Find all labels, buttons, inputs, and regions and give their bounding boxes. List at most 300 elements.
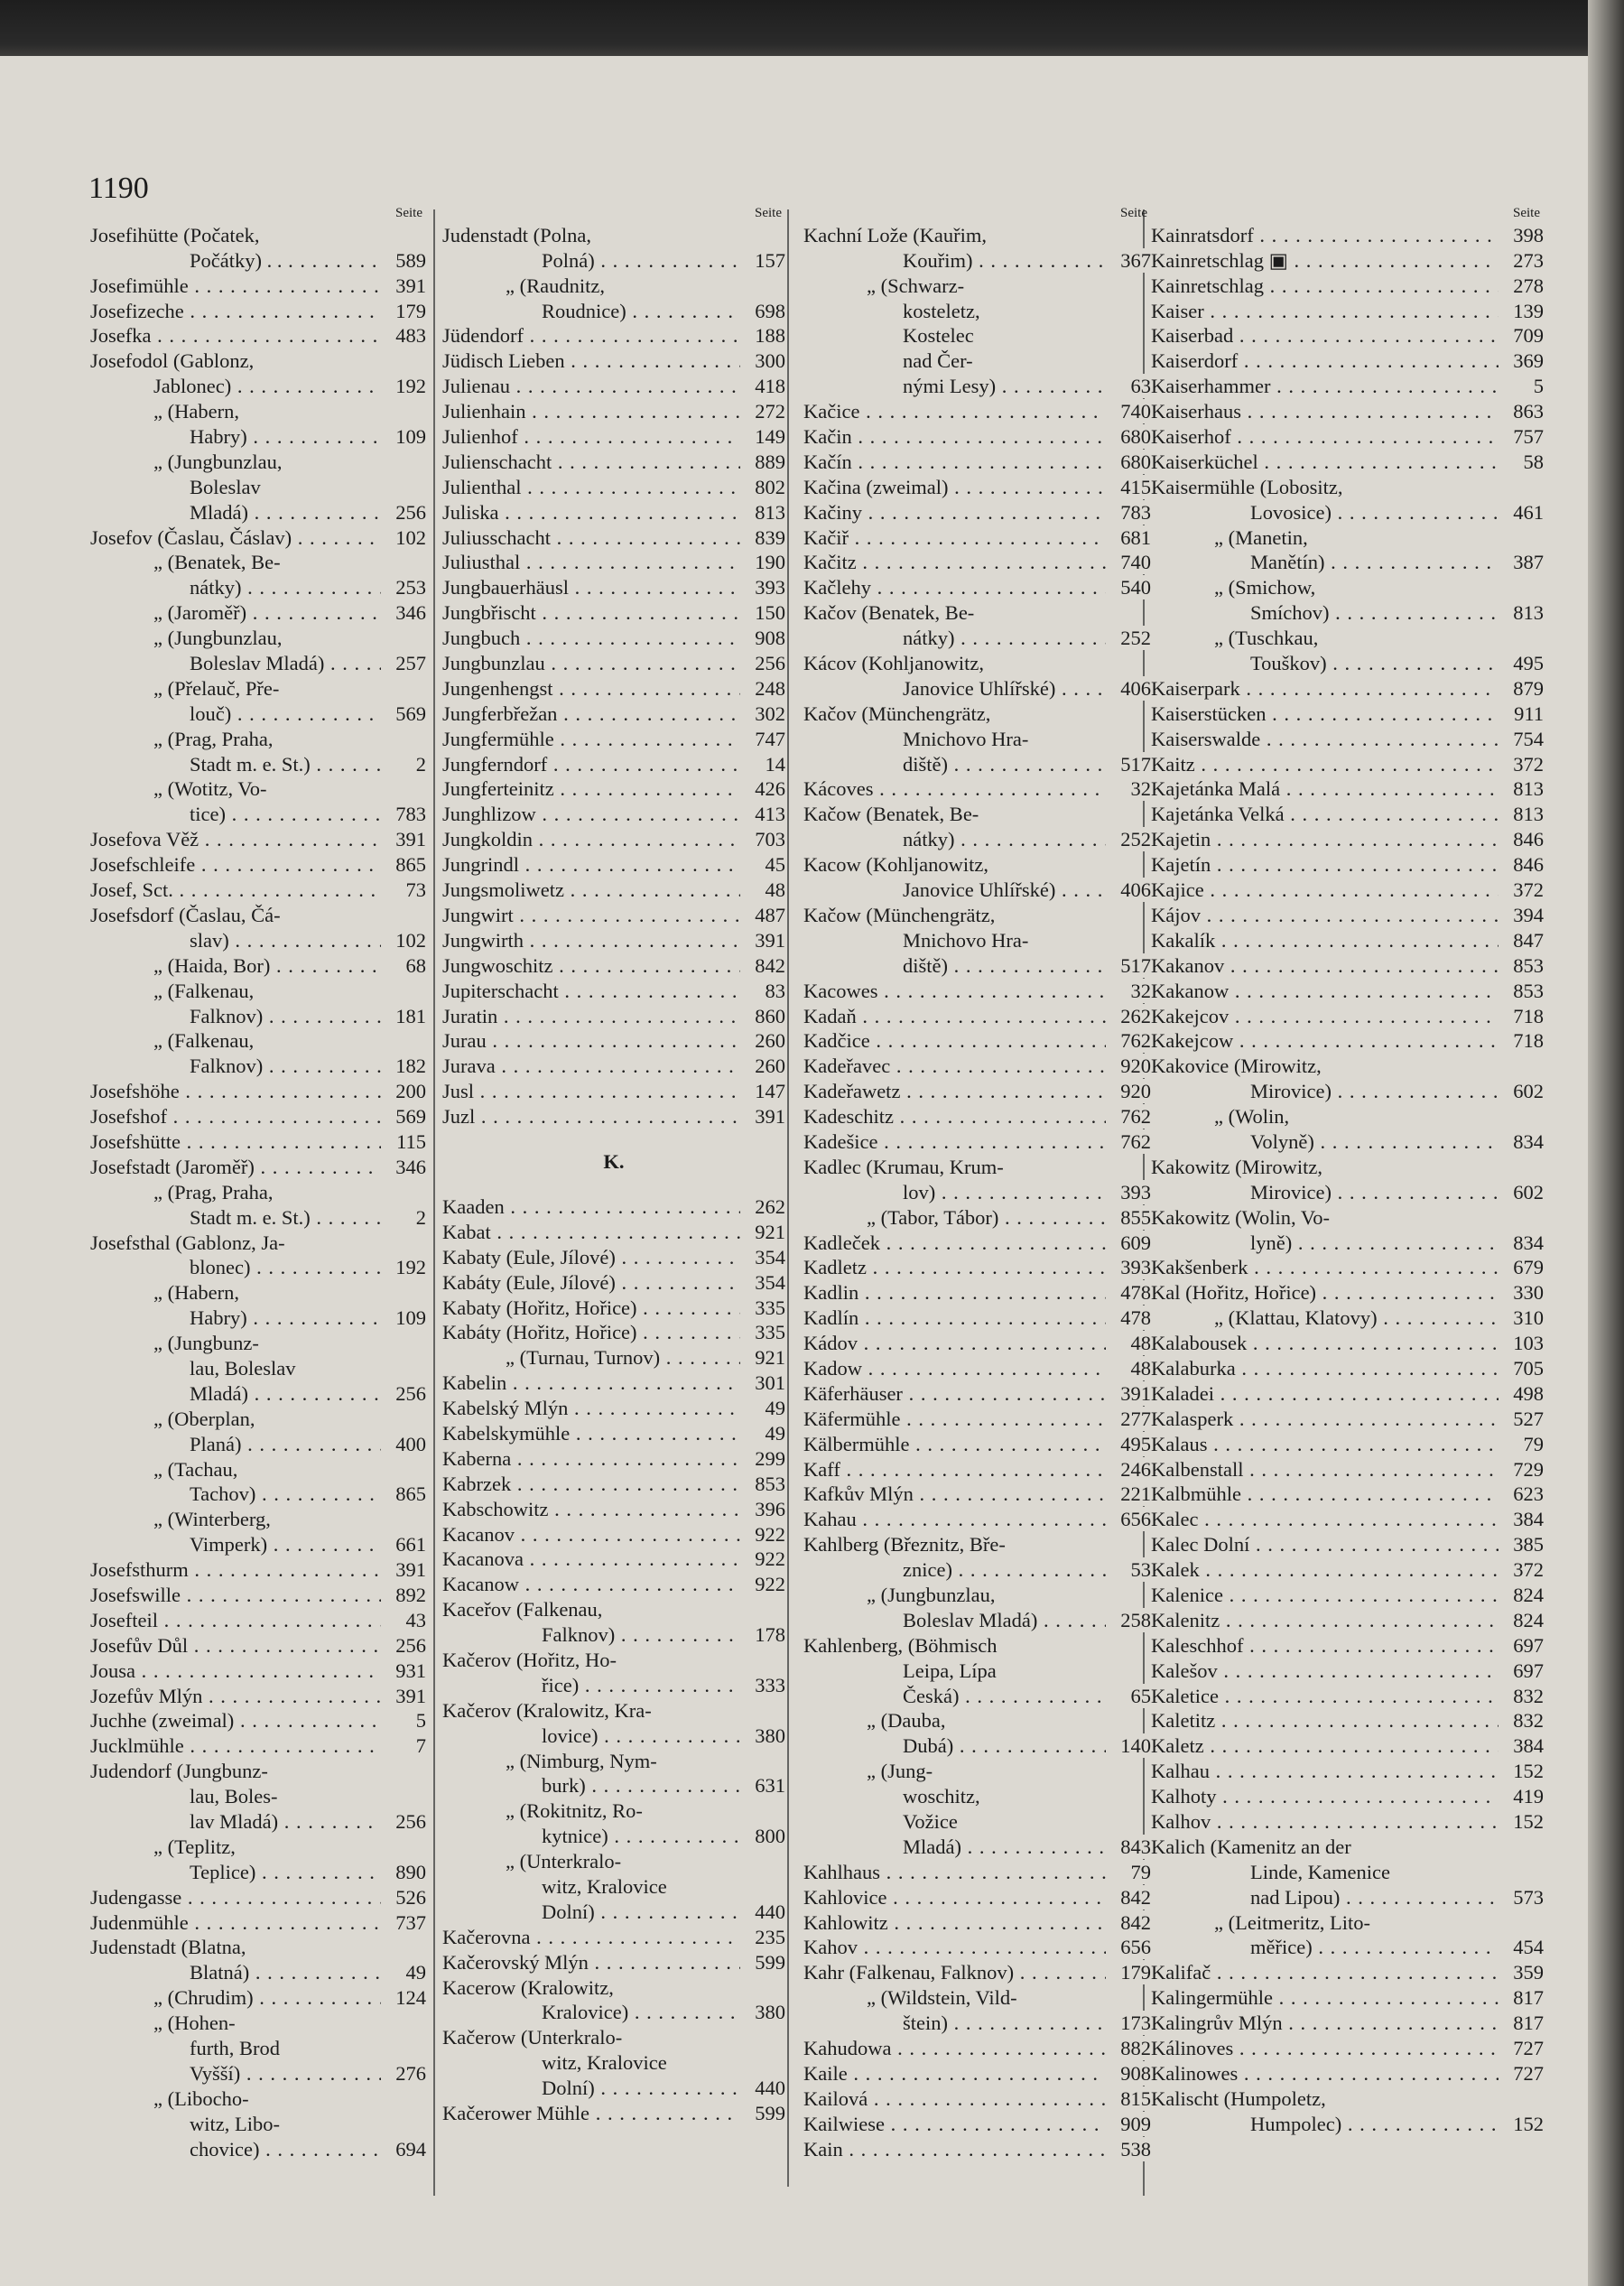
entry-name: blonec) . . . [90,1255,381,1279]
index-entry [803,1482,1151,1507]
index-entry [803,675,1151,701]
index-entry [803,1255,1151,1280]
entry-page: 495 [1106,1432,1151,1456]
entry-page: 277 [1106,1407,1151,1431]
index-entry [90,952,426,978]
index-entry [442,398,785,423]
index-entry [1151,877,1544,902]
entry-name: „ (Oberplan, [153,1407,255,1430]
entry-name: Kalaus . . . [1151,1432,1499,1456]
entry-page: 879 [1499,676,1544,701]
entry-page: 152 [1499,2112,1544,2136]
index-entry [442,1798,785,1823]
index-entry [90,1959,426,1984]
index-entry [442,323,785,348]
entry-name: „ (Falkenau, [153,1029,255,1053]
index-entry [90,851,426,877]
index-entry [90,726,426,751]
index-entry [1151,1808,1544,1834]
entry-name: burk) . . . [442,1773,740,1798]
entry-page: 517 [1106,953,1151,978]
entry-page: 909 [1106,2112,1151,2136]
index-entry [803,625,1151,650]
entry-name: Jousa . . . [90,1659,381,1683]
entry-name: Josefswille . . . [90,1583,381,1607]
entry-name: Judengasse . . . [90,1885,381,1910]
entry-name: Kalich (Kamenitz an der [1151,1835,1351,1858]
index-entry [90,877,426,902]
entry-name: Josefshütte . . . [90,1129,381,1154]
entry-name: Kalaburka . . . [1151,1356,1499,1380]
entry-name: Kafkův Mlýn . . . [803,1482,1106,1506]
entry-name: Josef, Sct. . . . [90,878,381,902]
entry-name: znice) . . . [803,1557,1106,1582]
entry-name: slav) . . . [90,928,381,952]
index-entry [1151,726,1544,751]
entry-page: 384 [1499,1733,1544,1758]
entry-page: 921 [740,1220,785,1244]
entry-page: 346 [381,1155,426,1179]
index-entry [1151,1607,1544,1632]
index-entry [442,1672,785,1697]
entry-page: 68 [381,953,426,978]
entry-name: Kalabousek . . . [1151,1331,1499,1355]
column-divider [787,209,789,2187]
entry-name: Julienhof . . . [442,424,740,449]
entry-name: Falknov) . . . [90,1054,381,1078]
index-entry [90,1859,426,1884]
entry-page: 609 [1106,1231,1151,1255]
entry-page: 391 [381,1684,426,1708]
index-entry [442,726,785,751]
entry-name: Kabelin . . . [442,1371,740,1395]
index-entry [442,1521,785,1547]
entry-name: louč) . . . [90,702,381,726]
index-entry [803,2035,1151,2060]
entry-name: Smíchov) . . . [1151,600,1499,625]
entry-page: 842 [1106,1910,1151,1935]
index-entry [442,751,785,776]
entry-page: 73 [381,878,426,902]
entry-name: Dolní) . . . [442,2076,740,2100]
index-entry [1151,273,1544,298]
index-entry [1151,927,1544,952]
entry-page: 762 [1106,1104,1151,1129]
index-column-2 [442,206,785,2125]
entry-page: 258 [1106,1608,1151,1632]
entry-page: 262 [1106,1004,1151,1028]
entry-name: Planá) . . . [90,1432,381,1456]
entry-name: Kahudowa . . . [803,2036,1106,2060]
index-entry [803,801,1151,826]
index-entry [803,1531,1151,1557]
index-entry [1151,776,1544,802]
entry-page: 109 [381,1306,426,1330]
index-entry [442,826,785,851]
entry-page: 385 [1499,1532,1544,1557]
index-entry [442,1103,785,1129]
index-entry [90,222,426,247]
entry-page: 540 [1106,575,1151,599]
entry-name: „ (Tuschkau, [1214,627,1319,650]
page-number: 1190 [88,172,149,205]
entry-name: Kalek . . . [1151,1557,1499,1582]
entry-page: 842 [740,953,785,978]
entry-page: 384 [1499,1507,1544,1531]
entry-name: Kalischt (Humpoletz, [1151,2086,1326,2110]
index-entry [90,2035,426,2060]
index-entry [803,2136,1151,2161]
entry-page: 865 [381,1482,426,1506]
entry-page: 569 [381,1104,426,1129]
entry-page: 272 [740,399,785,423]
entry-page: 527 [1499,1407,1544,1431]
entry-page: 813 [740,500,785,525]
entry-page: 152 [1499,1759,1544,1783]
entry-page: 461 [1499,500,1544,525]
entry-page: 478 [1106,1280,1151,1305]
index-entry [803,323,1151,348]
index-entry [803,927,1151,952]
entry-page: 49 [740,1421,785,1445]
index-entry [442,499,785,525]
entry-name: Vožice [903,1810,958,1833]
entry-name: Kaile . . . [803,2061,1106,2086]
entry-name: „ (Winterberg, [153,1508,271,1531]
entry-name: lau, Boles- [190,1785,278,1808]
index-entry [90,650,426,675]
entry-name: diště) . . . [803,752,1106,776]
index-entry [803,1279,1151,1305]
index-entry [1151,1028,1544,1054]
index-entry [90,1733,426,1758]
entry-page: 705 [1499,1356,1544,1380]
entry-page: 853 [1499,953,1544,978]
entry-name: Kalenice . . . [1151,1583,1499,1607]
entry-page: 256 [381,500,426,525]
index-entry [442,1823,785,1848]
entry-name: Mirovice) . . . [1151,1079,1499,1103]
entry-page: 517 [1106,752,1151,776]
index-entry [442,2024,785,2049]
index-entry [90,1279,426,1305]
entry-page: 260 [740,1054,785,1078]
entry-page: 53 [1106,1557,1151,1582]
entry-page: 393 [740,575,785,599]
entry-name: „ (Tachau, [153,1457,238,1481]
index-entry [442,1547,785,1572]
entry-name: „ (Benatek, Be- [153,551,281,574]
entry-name: Kaiserhaus . . . [1151,399,1499,423]
index-entry [1151,1456,1544,1482]
entry-name: Kadlin . . . [803,1280,1106,1305]
index-entry [1151,474,1544,499]
index-entry [442,1395,785,1420]
index-entry [803,222,1151,247]
index-entry [803,1834,1151,1859]
entry-name: Kačerovna . . . [442,1925,740,1949]
entry-name: Boleslav [190,475,261,498]
index-entry [803,1884,1151,1910]
index-entry [442,1320,785,1345]
index-entry [90,1003,426,1028]
entry-name: Josefschleife . . . [90,852,381,877]
index-entry [442,1748,785,1773]
entry-name: Jungenhengst . . . [442,676,740,701]
entry-name: Kaletitz . . . [1151,1708,1499,1733]
entry-name: Juliusthal . . . [442,550,740,574]
index-entry [803,1733,1151,1758]
entry-name: lav Mladá) . . . [90,1809,381,1834]
index-entry [90,2136,426,2161]
entry-name: Linde, Kamenice [1250,1860,1390,1883]
index-entry [1151,1154,1544,1179]
entry-name: Jungferbřežan . . . [442,702,740,726]
entry-name: Kácov (Kohljanowitz, [803,652,984,675]
entry-page: 102 [381,525,426,550]
index-entry [90,1935,426,1960]
entry-name: Kakowitz (Mirowitz, [1151,1155,1322,1178]
entry-name: Roudnice) . . . [442,299,740,323]
index-entry [1151,1910,1544,1935]
entry-name: Kaiserhammer . . . [1151,374,1499,398]
entry-page: 908 [740,626,785,650]
index-entry [442,776,785,802]
index-entry [803,1406,1151,1431]
index-entry [90,348,426,373]
entry-name: Kačiř . . . [803,525,1106,550]
entry-page: 802 [740,475,785,499]
index-entry [442,1924,785,1949]
entry-name: Vimperk) . . . [90,1532,381,1557]
index-entry [803,978,1151,1003]
entry-name: Kaaden . . . [442,1194,740,1219]
entry-name: Jablonec) . . . [90,374,381,398]
index-entry [803,1984,1151,2010]
entry-page: 679 [1499,1255,1544,1279]
entry-page: 697 [1499,1633,1544,1658]
entry-page: 372 [1499,1557,1544,1582]
entry-name: Jungfermühle . . . [442,727,740,751]
entry-name: Kadčice . . . [803,1028,1106,1053]
index-column-4 [1151,206,1544,2136]
entry-name: „ (Turnau, Turnov) . . . [442,1345,740,1370]
entry-name: Julienhain . . . [442,399,740,423]
entry-name: Kadlín . . . [803,1306,1106,1330]
entry-name: „ (Unterkralo- [506,1850,622,1873]
index-entry [803,2111,1151,2136]
entry-name: Kajetin . . . [1151,827,1499,851]
entry-page: 260 [740,1028,785,1053]
entry-page: 262 [740,1194,785,1219]
entry-page: 372 [1499,878,1544,902]
index-entry [90,1910,426,1935]
index-entry [803,952,1151,978]
index-entry [90,1808,426,1834]
entry-name: „ (Leitmeritz, Lito- [1214,1910,1371,1934]
index-entry [803,1003,1151,1028]
index-entry [1151,550,1544,575]
entry-name: Kacanov . . . [442,1522,740,1547]
index-entry [803,1910,1151,1935]
entry-page: 83 [740,979,785,1003]
entry-name: Jusl . . . [442,1079,740,1103]
entry-page: 330 [1499,1280,1544,1305]
entry-name: Judenstadt (Polna, [442,223,591,246]
entry-page: 727 [1499,2036,1544,2060]
entry-name: „ (Habern, [153,1281,239,1305]
entry-page: 406 [1106,878,1151,902]
entry-page: 278 [1499,274,1544,298]
entry-name: „ (Rokitnitz, Ro- [506,1799,643,1823]
entry-page: 49 [740,1396,785,1420]
index-entry [90,298,426,323]
entry-name: Kahlhaus . . . [803,1860,1106,1884]
entry-page: 922 [740,1547,785,1571]
entry-name: chovice) . . . [90,2137,381,2161]
entry-page: 762 [1106,1129,1151,1154]
entry-page: 863 [1499,399,1544,423]
index-entry [90,474,426,499]
entry-page: 843 [1106,1835,1151,1859]
entry-page: 817 [1499,2011,1544,2035]
entry-page: 800 [740,1824,785,1848]
index-entry [442,1873,785,1899]
entry-page: 391 [381,1557,426,1582]
entry-name: Kalhau . . . [1151,1759,1499,1783]
entry-page: 599 [740,2101,785,2125]
index-entry [1151,1557,1544,1582]
index-entry [442,449,785,474]
entry-page: 602 [1499,1079,1544,1103]
entry-name: Kainretschlag ▣ . . . [1151,248,1499,273]
index-entry [90,1380,426,1406]
entry-name: Dubá) . . . [803,1733,1106,1758]
entry-page: 391 [381,827,426,851]
index-entry [803,599,1151,625]
index-entry [1151,449,1544,474]
index-entry [442,1194,785,1219]
index-entry [442,1848,785,1873]
entry-name: Kakalík . . . [1151,928,1499,952]
entry-name: Kájov . . . [1151,903,1499,927]
entry-name: „ (Wotitz, Vo- [153,777,267,801]
index-entry [442,1723,785,1748]
entry-name: Kalhoty . . . [1151,1784,1499,1808]
entry-name: Jungwoschitz . . . [442,953,740,978]
entry-page: 920 [1106,1054,1151,1078]
entry-page: 335 [740,1320,785,1344]
entry-name: nátky) . . . [803,626,1106,650]
entry-name: nými Lesy) . . . [803,374,1106,398]
entry-name: Jungkoldin . . . [442,827,740,851]
index-entry [90,1330,426,1355]
index-entry [1151,826,1544,851]
entry-name: Kahov . . . [803,1935,1106,1959]
entry-name: Mnichovo Hra- [903,727,1029,750]
entry-page: 813 [1499,776,1544,801]
entry-name: Jungwirt . . . [442,903,740,927]
entry-name: Josefov (Časlau, Čáslav) . . . [90,525,381,550]
entry-name: Janovice Uhlířské) . . . [803,878,1106,902]
entry-name: Kabelskymühle . . . [442,1421,740,1445]
index-column-1 [90,206,426,2161]
entry-name: Kacanow . . . [442,1572,740,1596]
entry-name: Kal (Hořitz, Hořice) . . . [1151,1280,1499,1305]
entry-name: Kakanov . . . [1151,953,1499,978]
entry-page: 440 [740,2076,785,2100]
index-entry [1151,2111,1544,2136]
index-entry [90,927,426,952]
entry-page: 391 [381,274,426,298]
entry-name: Jungbuch . . . [442,626,740,650]
index-entry [1151,650,1544,675]
index-entry [1151,1129,1544,1154]
index-entry [90,323,426,348]
index-entry [803,348,1151,373]
entry-name: Josefimühle . . . [90,274,381,298]
index-entry [90,2010,426,2035]
entry-page: 380 [740,2000,785,2024]
entry-page: 569 [381,702,426,726]
entry-name: Kabáty (Hořitz, Hořice) . . . [442,1320,740,1344]
entry-page: 152 [1499,1809,1544,1834]
entry-page: 762 [1106,1028,1151,1053]
entry-name: Kakejcow . . . [1151,1028,1499,1053]
index-entry [803,751,1151,776]
entry-page: 602 [1499,1180,1544,1204]
entry-page: 656 [1106,1507,1151,1531]
index-entry [90,1783,426,1808]
entry-name: Kajice . . . [1151,878,1499,902]
entry-page: 740 [1106,550,1151,574]
entry-name: Juliska . . . [442,500,740,525]
index-entry [1151,1003,1544,1028]
entry-name: Lovosice) . . . [1151,500,1499,525]
entry-name: řice) . . . [442,1673,740,1697]
entry-name: Kačina (zweimal) . . . [803,475,1106,499]
entry-page: 538 [1106,2137,1151,2161]
index-entry [442,1773,785,1798]
index-entry [90,1708,426,1733]
entry-page: 483 [381,323,426,348]
entry-page: 346 [381,600,426,625]
index-entry [90,978,426,1003]
entry-page: 842 [1106,1885,1151,1910]
index-entry [1151,851,1544,877]
entry-name: Josefova Věž . . . [90,827,381,851]
index-entry [1151,902,1544,927]
entry-name: Kailwiese . . . [803,2112,1106,2136]
index-entry [1151,801,1544,826]
index-entry [1151,1733,1544,1758]
index-entry [803,1154,1151,1179]
entry-page: 754 [1499,727,1544,751]
entry-name: Habry) . . . [90,1306,381,1330]
entry-name: Kahlovice . . . [803,1885,1106,1910]
entry-name: „ (Jungbunzlau, [867,1583,996,1606]
entry-page: 235 [740,1925,785,1949]
entry-name: Jungwirth . . . [442,928,740,952]
entry-name: Kádov . . . [803,1331,1106,1355]
index-entry [442,423,785,449]
entry-name: Kajetánka Velká . . . [1151,802,1499,826]
index-entry [90,902,426,927]
entry-name: „ (Smichow, [1214,576,1316,599]
index-entry [803,373,1151,398]
index-entry [1151,1305,1544,1330]
entry-name: Kačerower Mühle . . . [442,2101,740,2125]
